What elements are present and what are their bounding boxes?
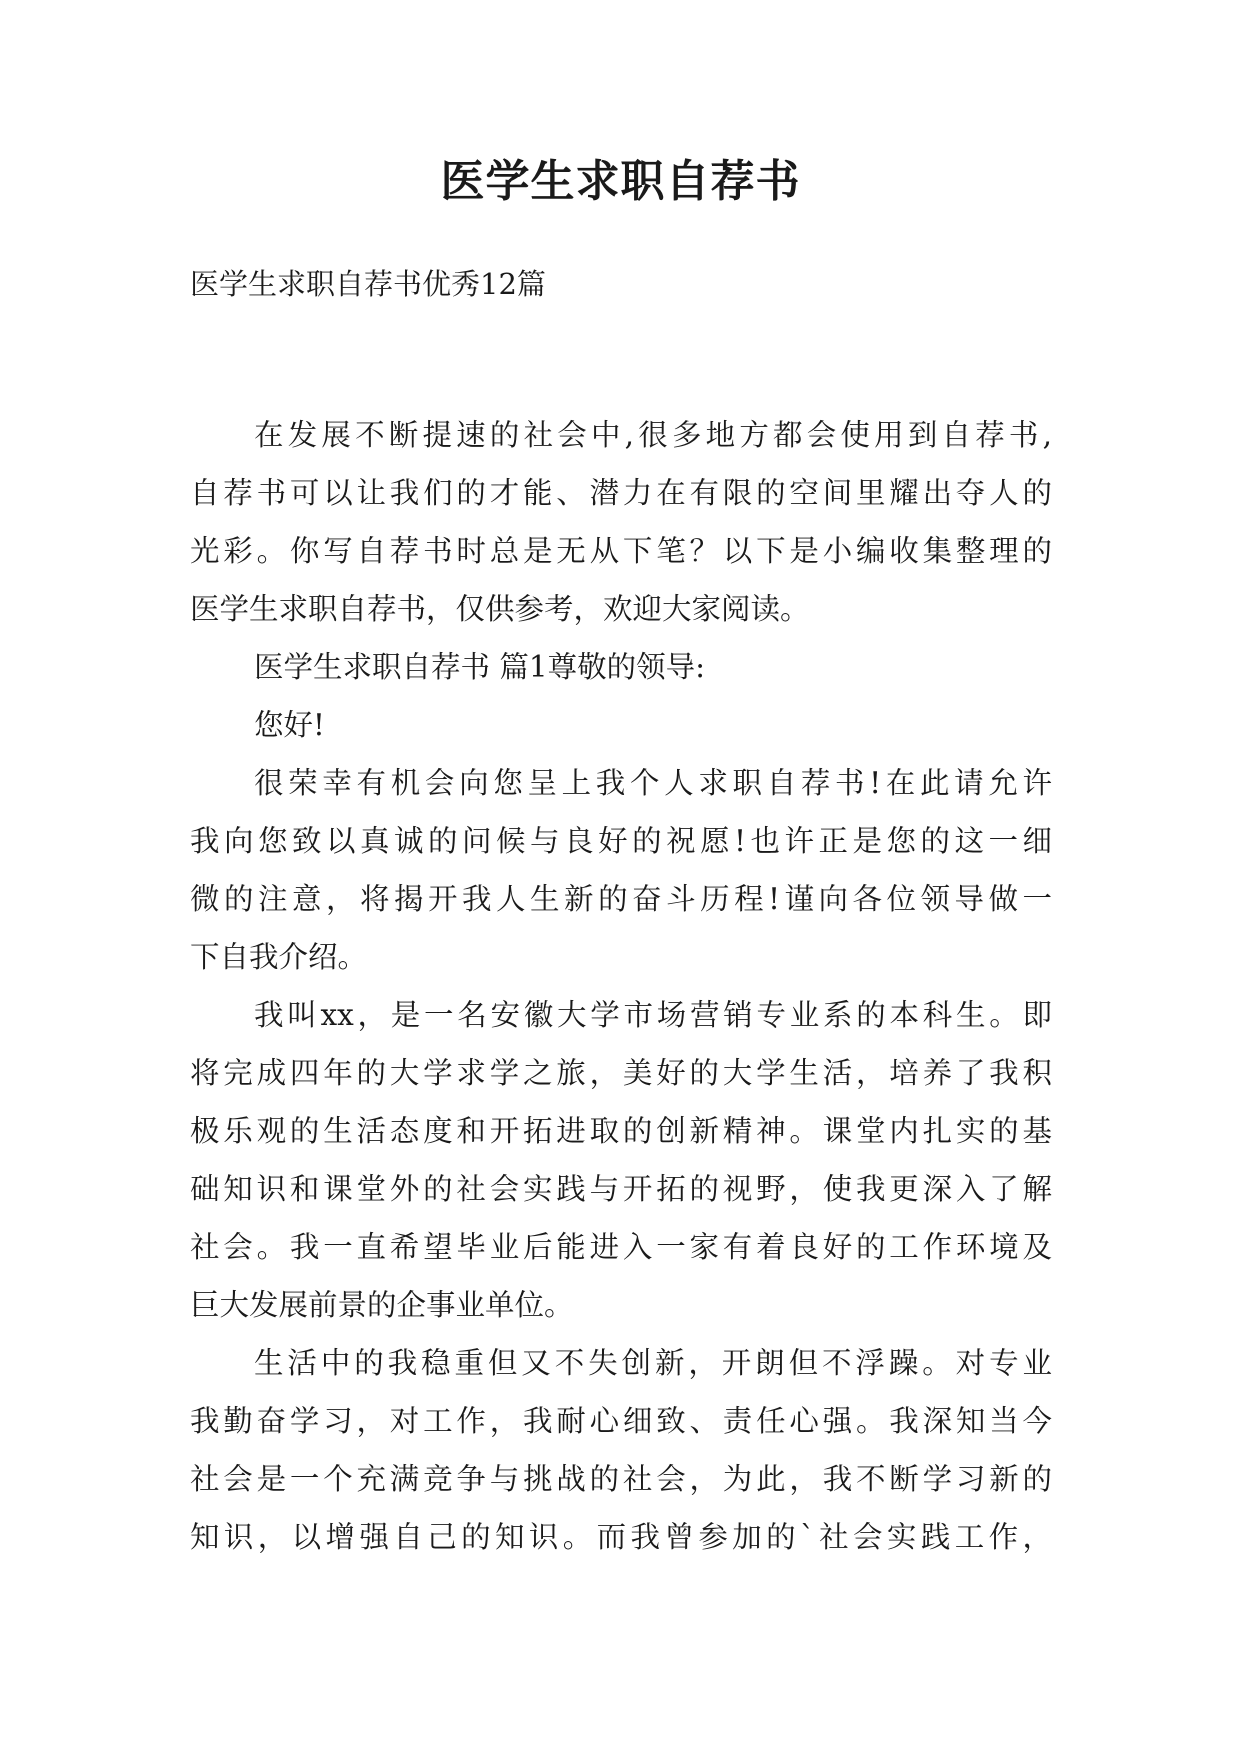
body-line: 我叫xx，是一名安徽大学市场营销专业系的本科生。即: [254, 998, 1052, 1032]
body-line: 自荐书可以让我们的才能、潜力在有限的空间里耀出夺人的: [190, 476, 1052, 510]
body-line: 社会。我一直希望毕业后能进入一家有着良好的工作环境及: [190, 1230, 1052, 1264]
body-line: 础知识和课堂外的社会实践与开拓的视野，使我更深入了解: [190, 1172, 1052, 1206]
body-line: 巨大发展前景的企事业单位。: [190, 1288, 574, 1322]
body-line: 医学生求职自荐书 篇1尊敬的领导:: [254, 650, 706, 684]
body-line: 很荣幸有机会向您呈上我个人求职自荐书!在此请允许: [254, 766, 1052, 800]
document-title: 医学生求职自荐书: [440, 156, 801, 207]
body-line: 我向您致以真诚的问候与良好的祝愿!也许正是您的这一细: [190, 824, 1052, 858]
body-line: 您好!: [254, 708, 325, 742]
body-line: 下自我介绍。: [190, 940, 368, 974]
body-line: 医学生求职自荐书，仅供参考，欢迎大家阅读。: [190, 592, 810, 626]
body-line: 极乐观的生活态度和开拓进取的创新精神。课堂内扎实的基: [190, 1114, 1052, 1148]
body-line: 知识，以增强自己的知识。而我曾参加的`社会实践工作，: [190, 1520, 1052, 1554]
body-line: 光彩。你写自荐书时总是无从下笔？以下是小编收集整理的: [190, 534, 1052, 568]
body-line: 我勤奋学习，对工作，我耐心细致、责任心强。我深知当今: [190, 1404, 1052, 1438]
document-body: [190, 406, 1052, 1566]
body-line: 生活中的我稳重但又不失创新，开朗但不浮躁。对专业: [254, 1346, 1052, 1380]
body-line: 社会是一个充满竞争与挑战的社会，为此，我不断学习新的: [190, 1462, 1052, 1496]
body-line: 在发展不断提速的社会中,很多地方都会使用到自荐书,: [254, 418, 1052, 452]
body-line: 将完成四年的大学求学之旅，美好的大学生活，培养了我积: [190, 1056, 1052, 1090]
document-subtitle: 医学生求职自荐书优秀12篇: [190, 267, 546, 301]
body-line: 微的注意，将揭开我人生新的奋斗历程!谨向各位领导做一: [190, 882, 1052, 916]
